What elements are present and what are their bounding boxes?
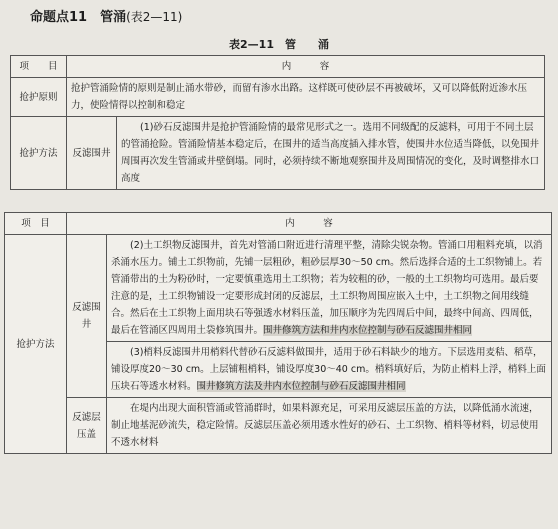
table-caption: 表2—11 管 涌 <box>229 38 329 51</box>
row-sublabel-filter-well: 反滤围井 <box>67 235 107 398</box>
table-part-1 <box>10 55 545 190</box>
row-label-principle: 抢护原则 <box>11 78 67 117</box>
row-text-filter-cover: 在堤内出现大面积管涌或管涌群时，如果料源充足，可采用反滤层压盖的方法，以降低涌水流速，制止地基泥砂流失，稳定险情。反滤层压盖必须用透水性好的砂石、土工织物、梢料等材料，切忌使用不透水材料 <box>107 398 552 454</box>
header-content: 内 容 <box>67 213 552 235</box>
header-item: 项 目 <box>5 213 67 235</box>
highlighted-text: 围井修筑方法及井内水位控制与砂石反滤围井相同 <box>196 381 406 392</box>
table-row <box>11 78 545 117</box>
table-row <box>5 235 552 342</box>
header-content: 内 容 <box>67 56 545 78</box>
topic-title: 命题点11 管涌 <box>30 10 127 25</box>
table-header-row <box>11 56 545 78</box>
row-sublabel-filter-cover: 反滤层压盖 <box>67 398 107 454</box>
highlighted-text: 围井修筑方法和井内水位控制与砂石反滤围井相同 <box>263 325 473 336</box>
table-reference: (表2—11) <box>126 10 183 24</box>
table-part-2 <box>4 212 552 454</box>
table-header-row <box>5 213 552 235</box>
paragraph-text: (2)土工织物反滤围井，首先对管涌口附近进行清理平整，清除尖锐杂物。管涌口用粗料充填，以消杀涌水压力。铺土工织物前，先铺一层粗砂，粗砂层厚30～50 cm。然后选择合适的土工织物铺上。若管涌带出的土为粉砂时，一定要慎重选用土工织物；若为较粗的砂，一般的土工织物均可选用。最后要注意的是，土工织物铺设一定要形成封闭的反滤层，土工织物周围应嵌入土中，土工织物之间用线缝合。然后在土工织物上面用块石等强透水材料压盖，加压顺序为先四周后中间，最终中间高、四周低，最后在管涌区四周用土袋修筑围井。 <box>111 240 543 336</box>
row-label-method: 抢护方法 <box>5 235 67 454</box>
row-label-method: 抢护方法 <box>11 117 67 190</box>
row-text-brushwood-well <box>107 342 552 398</box>
row-text-sand-gravel-well: (1)砂石反滤围井是抢护管涌险情的最常见形式之一。选用不同级配的反滤料，可用于不同土层的管涌抢险。管涌险情基本稳定后，在围井的适当高度插入排水管，使围井水位适当降低，以免围井周围再次发生管涌或井壁倒塌。同时，必须持续不断地观察围井及周围情况的变化，及时调整排水口高度 <box>117 117 545 190</box>
paragraph-text: (3)梢料反滤围井用梢料代替砂石反滤料做围井，适用于砂石料缺少的地方。下层选用麦秸、稻草，铺设厚度20～30 cm。上层铺粗梢料，铺设厚度30～40 cm。梢料填好后，为防止梢料上浮，梢料上面压块石等透水材料。 <box>111 347 546 392</box>
table-row <box>11 117 545 190</box>
row-text-geotextile-well <box>107 235 552 342</box>
row-text-principle: 抢护管涌险情的原则是制止涌水带砂，而留有渗水出路。这样既可使砂层不再被破坏，又可以降低附近渗水压力，使险情得以控制和稳定 <box>67 78 545 117</box>
topic-heading <box>30 6 182 25</box>
row-sublabel-filter-well: 反滤围井 <box>67 117 117 190</box>
table-row <box>5 398 552 454</box>
header-item: 项 目 <box>11 56 67 78</box>
